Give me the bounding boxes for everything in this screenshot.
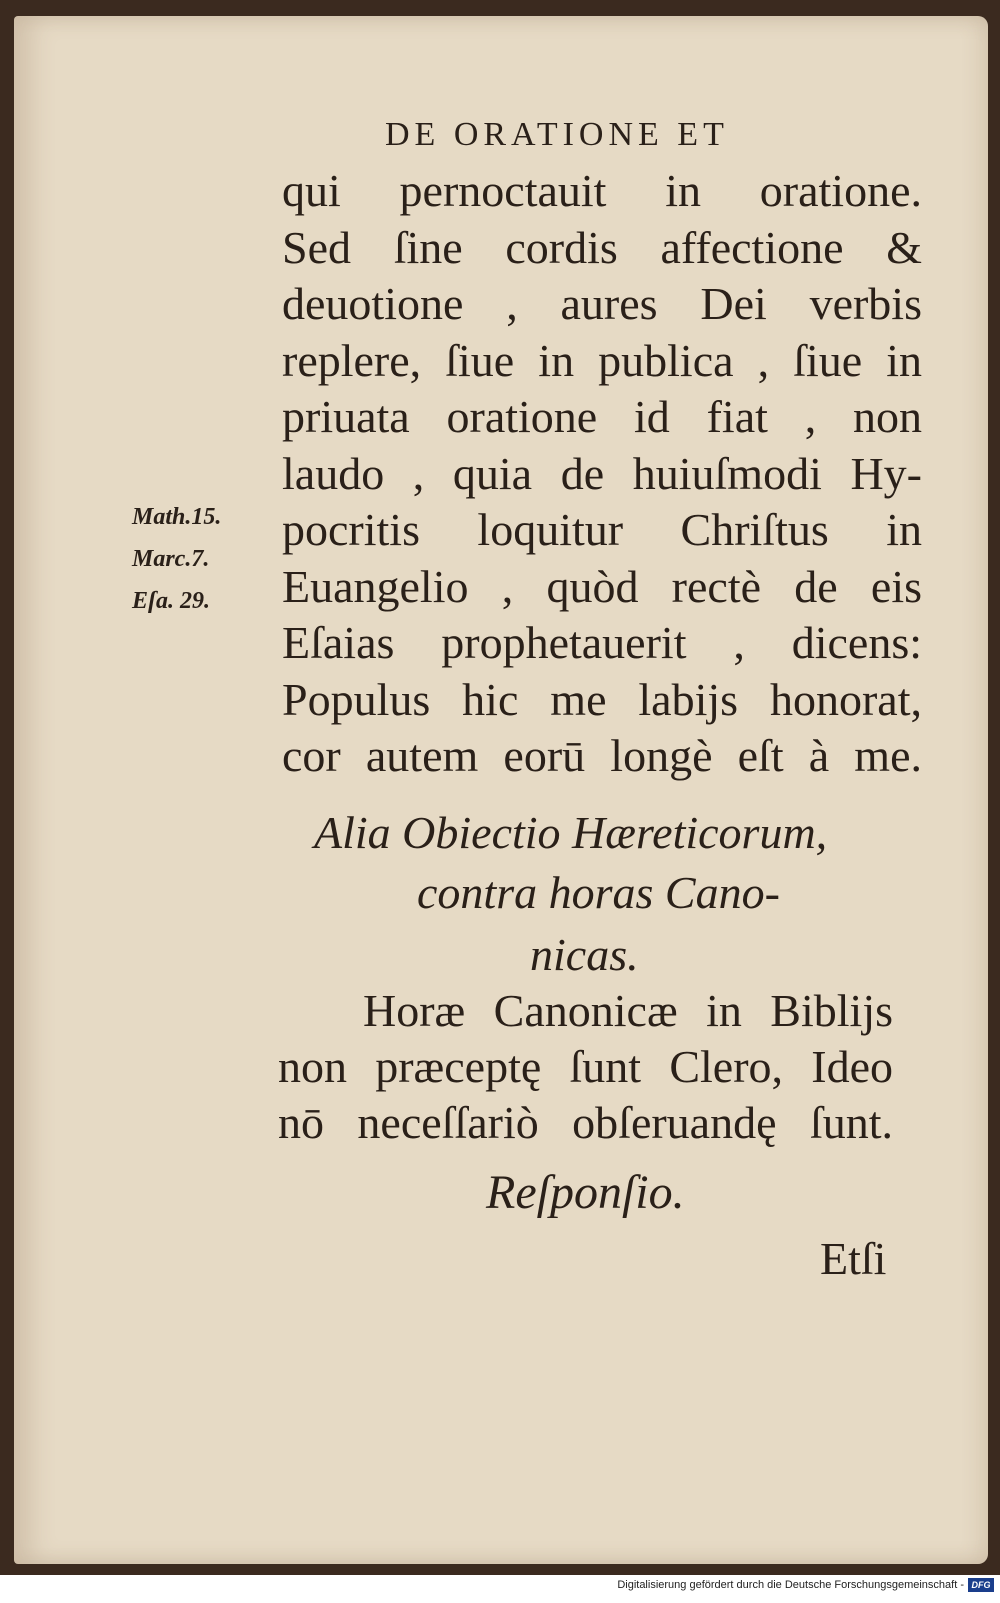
section-heading-line: contra horas Cano- [417,867,780,918]
body-line: Euangelio , quòd rectè de eis [282,560,922,612]
body-line: Sed ſine cordis affectione & [282,221,922,273]
margin-note: Math.15. [132,504,222,530]
body-line: replere, ſiue in publica , ſiue in [282,334,922,386]
body-line: qui pernoctauit in oratione. [282,165,922,216]
objection-text [278,983,893,1151]
body-line: cor autem eorū longè eſt à me. [282,730,922,781]
objection-line: Horæ Canonicæ in Biblijs [363,985,893,1036]
body-text [282,163,922,785]
section-heading-line: nicas. [530,929,639,980]
body-line: Eſaias prophetauerit , dicens: [282,617,922,668]
body-line: deuotione , aures Dei verbis [282,278,922,329]
margin-note: Marc.7. [132,546,210,572]
body-line: Populus hic me labijs honorat, [282,673,922,725]
section-heading-line: Alia Obiectio Hæreticorum, [314,807,828,858]
response-label: Reſponſio. [486,1166,685,1219]
objection-line: nō neceſſariò obſeruandę ſunt. [278,1097,893,1148]
footer-credit: Digitalisierung gefördert durch die Deutsche Forschungsgemeinschaft - [617,1579,964,1591]
body-line: priuata oratione id fiat , non [282,391,922,442]
running-head: DE ORATIONE ET [385,116,729,153]
objection-line: non præceptę ſunt Clero, Ideo [278,1041,893,1092]
dfg-logo-icon: DFG [968,1578,994,1592]
body-line: laudo , quia de huiuſmodi Hy- [282,447,922,499]
margin-note: Eſa. 29. [132,588,210,614]
body-line: pocritis loquitur Chriſtus in [282,504,922,555]
catchword: Etſi [820,1233,887,1284]
margin-notes [132,496,262,622]
